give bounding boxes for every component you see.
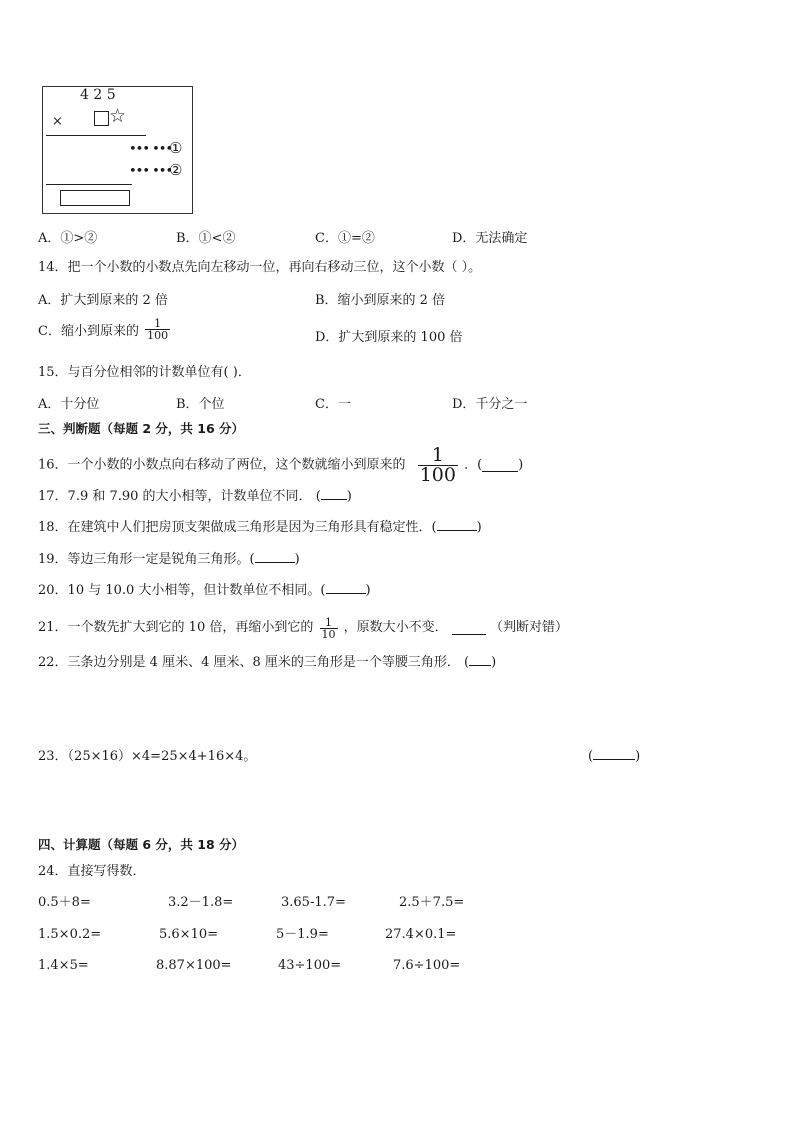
- q18-question: [38, 517, 482, 539]
- calc-item: 27.4×0.1=: [385, 927, 457, 942]
- divider-line-2: [46, 184, 132, 185]
- calc-item: 1.5×0.2=: [38, 927, 102, 942]
- calc-item: 3.65-1.7=: [281, 895, 346, 910]
- calc-item: 8.87×100=: [156, 958, 232, 973]
- marker-1: ①: [169, 139, 183, 157]
- q18-answer-blank[interactable]: [437, 518, 477, 531]
- q14-fraction-denominator: 100: [147, 329, 169, 342]
- q23-paren-close: ): [635, 749, 641, 764]
- q21-fraction: [320, 617, 338, 640]
- q22-paren-close: ): [491, 655, 497, 670]
- q22-text: 22．三条边分别是 4 厘米、4 厘米、8 厘米的三角形是一个等腰三角形． (: [38, 655, 470, 670]
- q13-option-a: A．①>②: [38, 231, 98, 246]
- q21-tail: （判断对错）: [489, 620, 568, 635]
- q15-option-b: B．个位: [176, 397, 225, 412]
- q19-text: 19．等边三角形一定是锐角三角形。(: [38, 552, 255, 567]
- multiplication-figure: [42, 86, 193, 214]
- q15-option-d: D．千分之一: [452, 397, 528, 412]
- section-3-heading: 三、判断题（每题 2 分，共 16 分）: [38, 421, 245, 436]
- section-4-heading: 四、计算题（每题 6 分，共 18 分）: [38, 837, 245, 852]
- q14-option-a: A．扩大到原来的 2 倍: [38, 293, 168, 308]
- q13-option-d: D．无法确定: [452, 231, 528, 246]
- q15-option-c: C．一: [315, 397, 351, 412]
- calc-item: 7.6÷100=: [393, 958, 461, 973]
- q19-question: [38, 549, 300, 571]
- calc-item: 5.6×10=: [159, 927, 219, 942]
- q18-paren-close: ): [476, 520, 482, 535]
- calc-item: 3.2－1.8=: [168, 895, 234, 910]
- q13-option-b: B．①<②: [176, 231, 236, 246]
- multiplicand: 4 2 5: [80, 87, 116, 103]
- calc-item: 1.4×5=: [38, 958, 89, 973]
- q16-fraction: [418, 446, 458, 485]
- q21-answer-blank[interactable]: [452, 622, 486, 635]
- q19-paren-close: ): [294, 552, 300, 567]
- q23-question: 23．（25×16）×4=25×4+16×4。: [38, 749, 257, 764]
- q14-option-c-label: C．缩小到原来的: [38, 324, 139, 339]
- q14-question: 14．把一个小数的小数点先向左移动一位，再向右移动三位，这个小数（ ）。: [38, 260, 482, 275]
- calc-item: 0.5＋8=: [38, 895, 91, 910]
- partial-product-2: ••• •••: [129, 164, 173, 179]
- q16-text: 16．一个小数的小数点向右移动了两位，这个数就缩小到原来的: [38, 457, 406, 473]
- blank-box-digit: [94, 111, 109, 126]
- q17-text: 17．7.9 和 7.90 的大小相等，计数单位不同． (: [38, 489, 321, 504]
- times-sign: ×: [52, 114, 63, 129]
- q22-answer-blank[interactable]: [469, 653, 491, 666]
- q21-fraction-denominator: 10: [321, 627, 336, 641]
- partial-product-1: ••• •••: [129, 142, 173, 157]
- calc-item: 2.5＋7.5=: [399, 895, 465, 910]
- q20-paren-close: ): [365, 583, 371, 598]
- q21-fraction-numerator: 1: [320, 617, 338, 629]
- q22-question: [38, 652, 496, 674]
- q23-paren-open: (: [588, 749, 594, 764]
- calc-item: 43÷100=: [278, 958, 342, 973]
- q24-question: 24．直接写得数．: [38, 864, 146, 879]
- q14-fraction-numerator: 1: [145, 318, 170, 330]
- marker-2: ②: [169, 161, 183, 179]
- q23-answer-blank[interactable]: [593, 747, 635, 760]
- blank-box-result: [60, 190, 130, 206]
- divider-line-1: [46, 135, 146, 136]
- q21-text: 21．一个数先扩大到它的 10 倍，再缩小到它的: [38, 620, 314, 635]
- q16-answer-blank[interactable]: [482, 459, 518, 472]
- q20-question: [38, 580, 371, 602]
- q20-text: 20．10 与 10.0 大小相等，但计数单位不相同。(: [38, 583, 326, 598]
- q21-after: ，原数大小不变．: [343, 620, 448, 635]
- q17-paren-close: ): [346, 489, 352, 504]
- q16-paren-close: ): [518, 457, 524, 473]
- calc-item: 5－1.9=: [276, 927, 329, 942]
- q17-question: [38, 486, 352, 508]
- q21-question: [38, 611, 568, 645]
- q19-answer-blank[interactable]: [255, 550, 295, 563]
- q14-option-b: B．缩小到原来的 2 倍: [315, 293, 446, 308]
- q13-option-c: C．①=②: [315, 231, 375, 246]
- q16-fraction-numerator: 1: [418, 446, 458, 466]
- q16-paren-open: ．(: [464, 457, 483, 473]
- q14-option-d: D．扩大到原来的 100 倍: [315, 330, 463, 345]
- q14-option-c: [38, 318, 172, 341]
- q20-answer-blank[interactable]: [326, 581, 366, 594]
- q16-fraction-denominator: 100: [419, 464, 456, 486]
- q15-option-a: A．十分位: [38, 397, 100, 412]
- q23-answer: [588, 746, 640, 768]
- star-icon: ☆: [109, 105, 127, 127]
- q15-question: 15．与百分位相邻的计数单位有( )．: [38, 365, 251, 380]
- q16-question: [38, 444, 524, 486]
- q14-fraction: [145, 318, 170, 341]
- q17-answer-blank[interactable]: [321, 487, 347, 500]
- q18-text: 18．在建筑中人们把房顶支架做成三角形是因为三角形具有稳定性．(: [38, 520, 437, 535]
